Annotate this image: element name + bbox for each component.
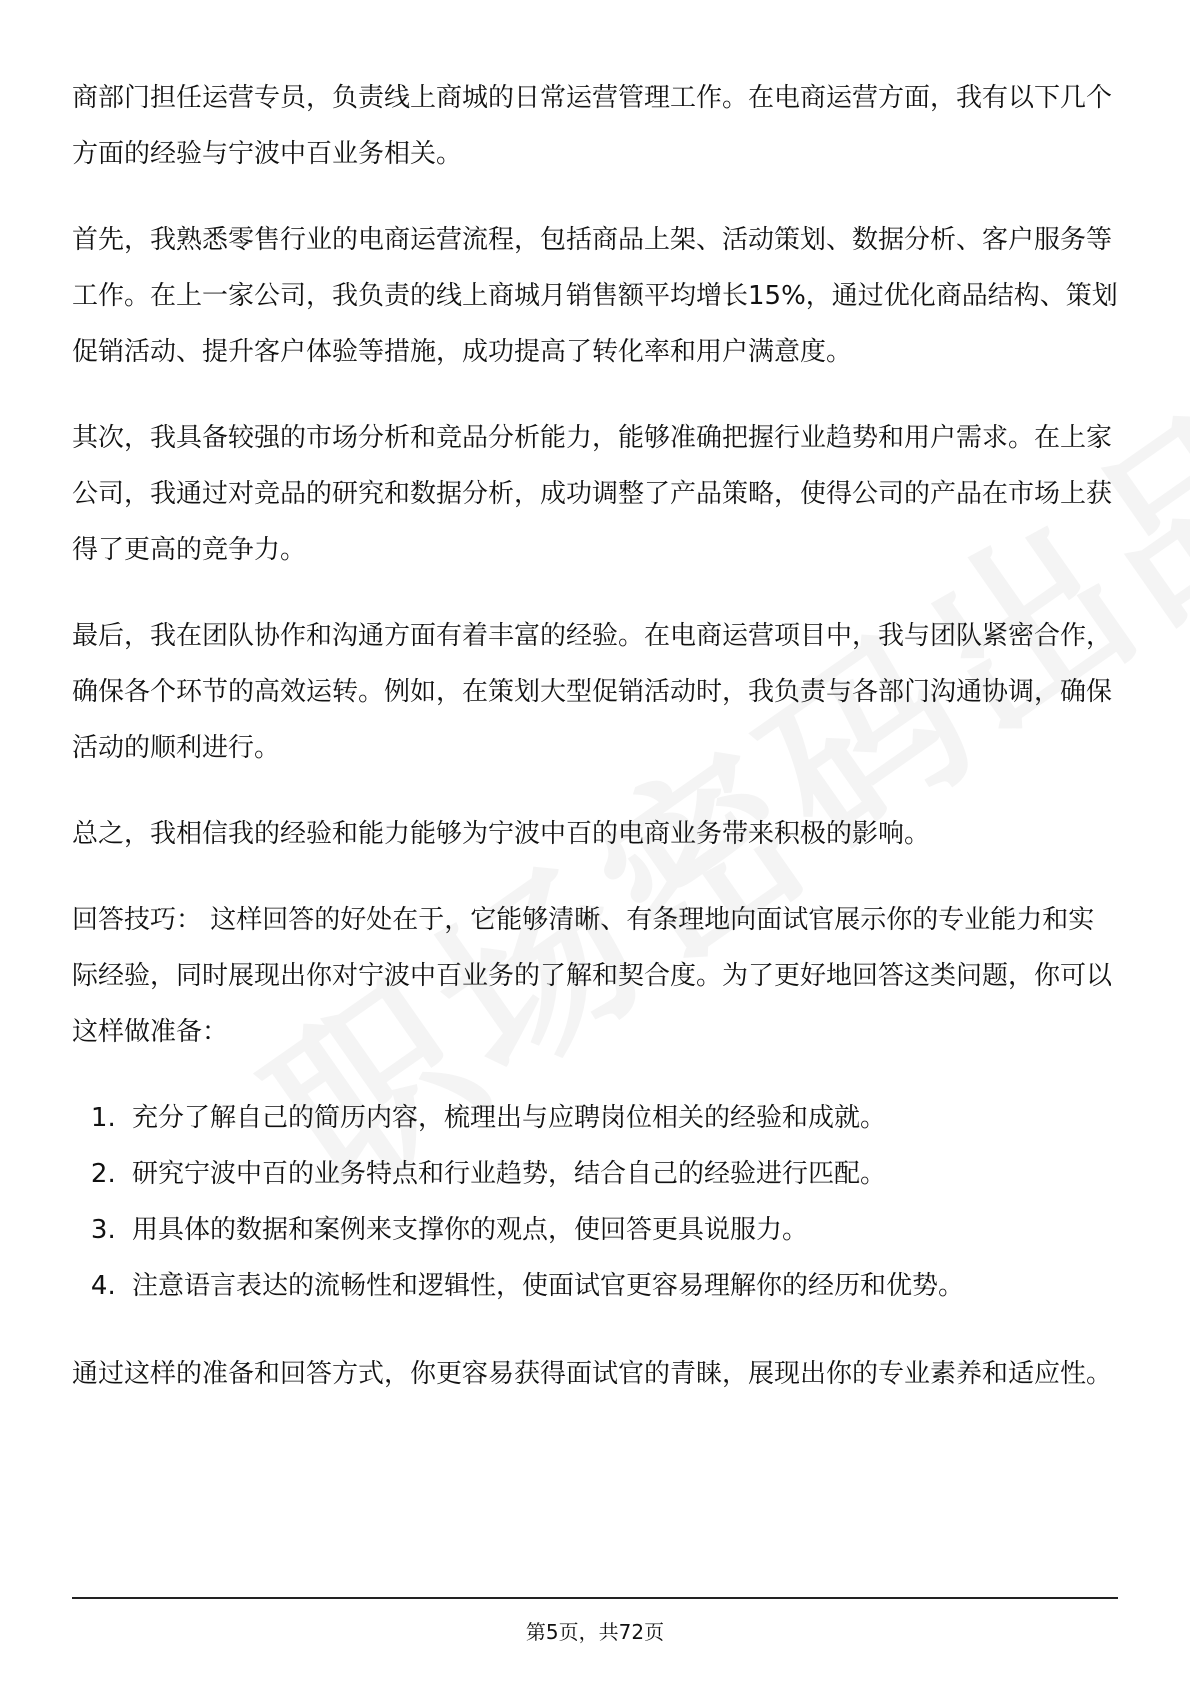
list-item: 4. 注意语言表达的流畅性和逻辑性，使面试官更容易理解你的经历和优势。 [124,1258,1118,1314]
paragraph-conclusion: 通过这样的准备和回答方式，你更容易获得面试官的青睐，展现出你的专业素养和适应性。 [72,1359,1113,1389]
list-item: 1. 充分了解自己的简历内容，梳理出与应聘岗位相关的经验和成就。 [124,1090,1118,1146]
page-number: 第5页，共72页 [525,1620,665,1644]
paragraph-first: 首先，我熟悉零售行业的电商运营流程，包括商品上架、活动策划、数据分析、客户服务等工作。在上一家公司，我负责的线上商城月销售额平均增长15%，通过优化商品结构、策划促销活动、提升客户体验等措施，成功提高了转化率和用户满意度。 [72,225,1118,367]
tips-list [72,1090,1118,1314]
paragraph-intro: 商部门担任运营专员，负责线上商城的日常运营管理工作。在电商运营方面，我有以下几个方面的经验与宁波中百业务相关。 [72,83,1113,169]
paragraph-tips-intro: 回答技巧： 这样回答的好处在于，它能够清晰、有条理地向面试官展示你的专业能力和实际经验，同时展现出你对宁波中百业务的了解和契合度。为了更好地回答这类问题，你可以这样做准备： [72,905,1113,1047]
paragraph-second: 其次，我具备较强的市场分析和竞品分析能力，能够准确把握行业趋势和用户需求。在上家公司，我通过对竞品的研究和数据分析，成功调整了产品策略，使得公司的产品在市场上获得了更高的竞争力。 [72,423,1113,565]
paragraph-summary: 总之，我相信我的经验和能力能够为宁波中百的电商业务带来积极的影响。 [72,819,931,849]
paragraph-last: 最后，我在团队协作和沟通方面有着丰富的经验。在电商运营项目中，我与团队紧密合作，确保各个环节的高效运转。例如，在策划大型促销活动时，我负责与各部门沟通协调，确保活动的顺利进行。 [72,621,1113,763]
document-body [72,70,1118,1432]
footer-divider [72,1597,1118,1599]
list-item: 3. 用具体的数据和案例来支撑你的观点，使回答更具说服力。 [124,1202,1118,1258]
list-item: 2. 研究宁波中百的业务特点和行业趋势，结合自己的经验进行匹配。 [124,1146,1118,1202]
